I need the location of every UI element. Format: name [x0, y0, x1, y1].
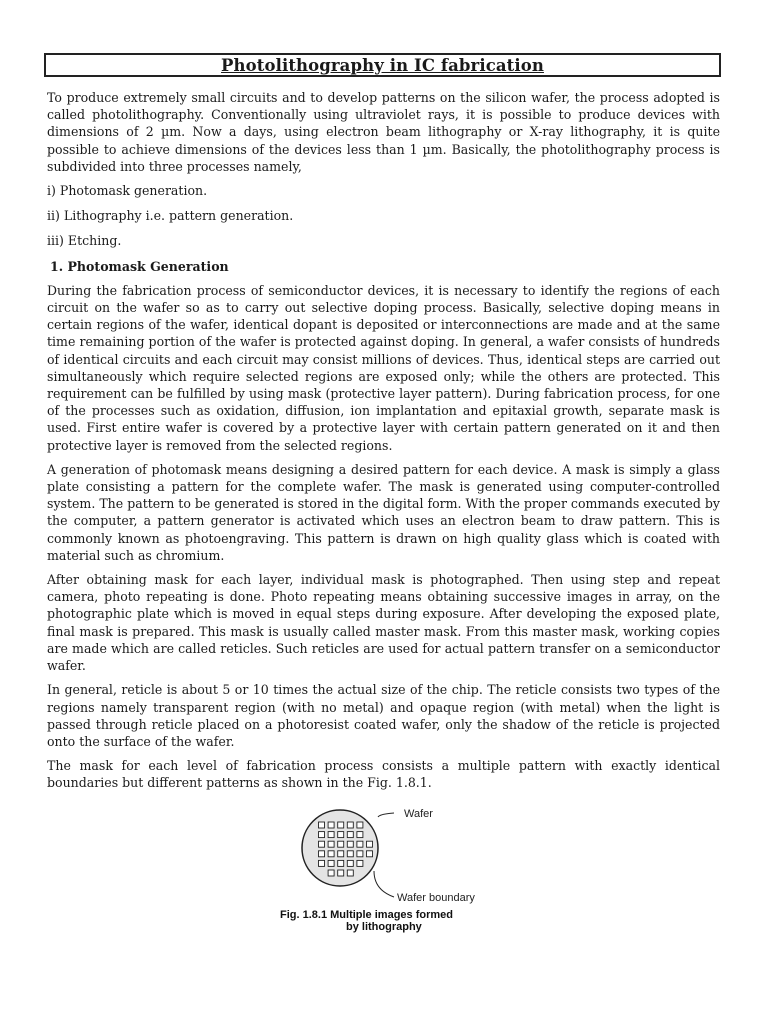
section-heading: 1. Photomask Generation — [50, 258, 229, 274]
die-square — [319, 832, 325, 838]
die-square — [357, 832, 363, 838]
die-square — [347, 851, 353, 857]
die-square — [328, 860, 334, 866]
die-square — [357, 851, 363, 857]
die-square — [338, 870, 344, 876]
die-square — [338, 851, 344, 857]
die-square — [347, 870, 353, 876]
figure-wafer — [270, 800, 510, 940]
die-square — [319, 841, 325, 847]
die-square — [328, 870, 334, 876]
paragraph: The mask for each level of fabrication process consists a multiple pattern with exactly identical boundaries but different patterns as shown in the Fig. 1.8.1. — [47, 758, 720, 791]
list-item: iii) Etching. — [47, 233, 122, 249]
die-square — [347, 841, 353, 847]
paragraph: During the fabrication process of semiconductor devices, it is necessary to identify the regions of each circuit on the wafer so as to carry out selective doping process. Basically, selective doping means in certain regions of the wafer, identical dopant is deposited or interconnections are made and at the same time remaining portion of the wafer is protected against doping. In general, a wafer consists of hundreds of identical circuits and each circuit may consist millions of devices. Thus, identical steps are carried out simultaneously which require selected regions are exposed only; while the others are protected. This requirement can be fulfilled by using mask (protective layer pattern). During fabrication process, for one of the processes such as oxidation, diffusion, ion implantation and epitaxial growth, separate mask is used. First entire wafer is covered by a protective layer with certain pattern generated on it and then protective layer is removed from the selected regions. — [47, 282, 720, 453]
die-square — [347, 860, 353, 866]
wafer-diagram — [270, 800, 510, 940]
die-square — [347, 832, 353, 838]
paragraph: After obtaining mask for each layer, individual mask is photographed. Then using step and repeat camera, photo repeating is done. Photo repeating means obtaining successive images in array, on the photographic plate which is moved in equal steps during exposure. After developing the exposed plate, final mask is prepared. This mask is usually called master mask. From this master mask, working copies are made which are called reticles. Such reticles are used for actual pattern transfer on a semiconductor wafer. — [47, 572, 720, 674]
die-square — [367, 851, 373, 857]
die-square — [367, 841, 373, 847]
paragraph: In general, reticle is about 5 or 10 times the actual size of the chip. The reticle consists two types of the regions namely transparent region (with no metal) and opaque region (with metal) when the light is passed through reticle placed on a photoresist coated wafer, only the shadow of the reticle is projected onto the surface of the wafer. — [47, 682, 720, 749]
figure-caption-line2: by lithography — [346, 921, 422, 933]
die-square — [328, 841, 334, 847]
figure-caption-line1: Fig. 1.8.1 Multiple images formed — [280, 909, 453, 921]
die-square — [338, 841, 344, 847]
die-square — [357, 822, 363, 828]
die-square — [338, 822, 344, 828]
wafer-leader-line — [378, 813, 394, 817]
list-item: i) Photomask generation. — [47, 183, 208, 199]
list-item: ii) Lithography i.e. pattern generation. — [47, 208, 294, 224]
page-title: Photolithography in IC fabrication — [221, 55, 544, 75]
intro-paragraph: To produce extremely small circuits and to develop patterns on the silicon wafer, the process adopted is called photolithography. Conventionally using ultraviolet rays, it is possible to produce devices with dimensions of 2 µm. Now a days, using electron beam lithography or X-ray lithography, it is quite possible to achieve dimensions of the devices less than 1 µm. Basically, the photolithography process is subdivided into three processes namely, — [47, 90, 720, 174]
die-square — [328, 851, 334, 857]
die-square — [328, 832, 334, 838]
boundary-leader-line — [374, 871, 394, 897]
die-square — [319, 851, 325, 857]
die-square — [319, 860, 325, 866]
die-square — [357, 860, 363, 866]
die-square — [357, 841, 363, 847]
die-square — [319, 822, 325, 828]
paragraph: A generation of photomask means designing a desired pattern for each device. A mask is simply a glass plate consisting a pattern for the complete wafer. The mask is generated using computer-controlled system. The pattern to be generated is stored in the digital form. With the proper commands executed by the computer, a pattern generator is activated which uses an electron beam to draw pattern. This is commonly known as photoengraving. This pattern is drawn on high quality glass which is coated with material such as chromium. — [47, 461, 720, 563]
die-square — [328, 822, 334, 828]
die-square — [338, 860, 344, 866]
body-text — [47, 89, 720, 799]
title-box — [44, 53, 721, 77]
die-square — [347, 822, 353, 828]
die-square — [338, 832, 344, 838]
wafer-label: Wafer — [404, 808, 433, 820]
boundary-label: Wafer boundary — [397, 892, 475, 904]
